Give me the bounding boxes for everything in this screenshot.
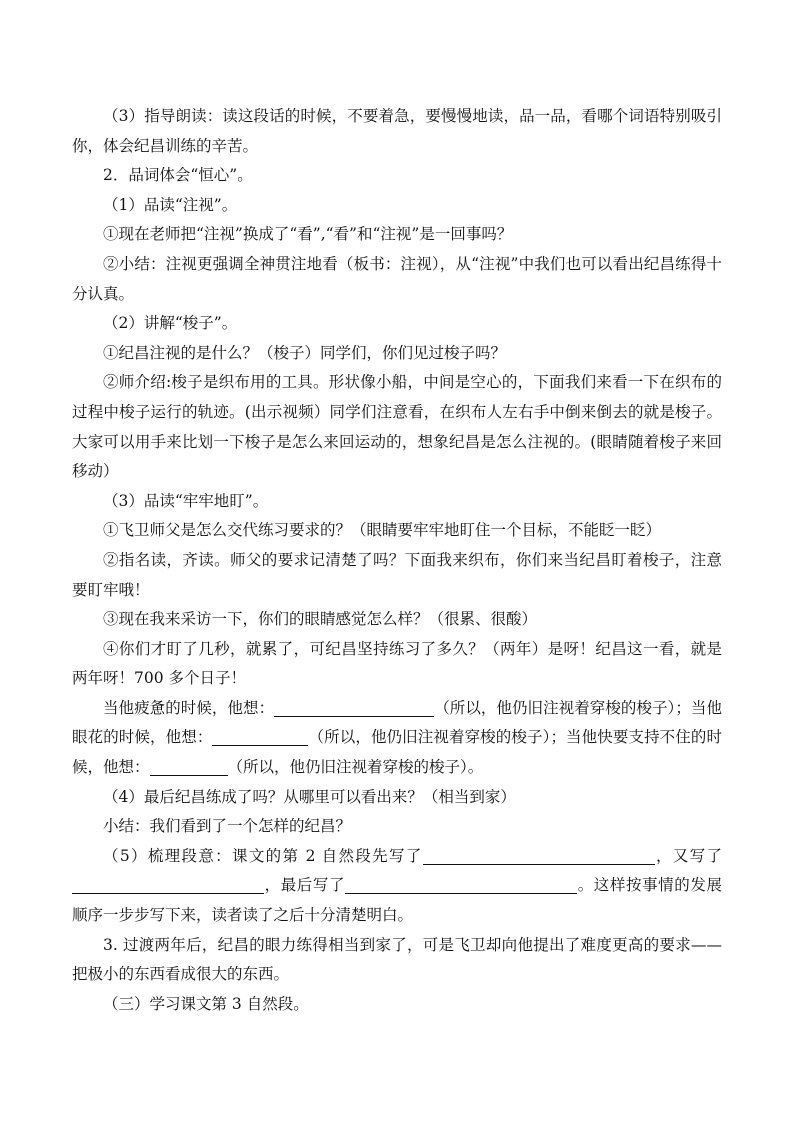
paragraph-item-3: ①纪昌注视的是什么？（梭子）同学们，你们见过梭子吗？ bbox=[103, 343, 507, 362]
text-segment: （所以，他仍旧注视着穿梭的梭子）；当他眼花的时候，他想： bbox=[72, 698, 722, 747]
text-segment: 。这样按事情的发展顺序一步步写下来，读者读了之后十分清楚明白。 bbox=[72, 876, 722, 925]
paragraph-fill-in-summary bbox=[72, 842, 722, 931]
paragraph-section-heading-3: （三）学习课文第 3 自然段。 bbox=[103, 994, 309, 1013]
fill-blank[interactable] bbox=[212, 727, 308, 746]
text-segment: （所以，他仍旧注视着穿梭的梭子）；当他快要支持不住的时候，他想： bbox=[72, 728, 722, 777]
text-segment: 当他疲惫的时候，他想： bbox=[103, 698, 275, 717]
fill-blank[interactable] bbox=[345, 875, 577, 894]
paragraph-item-8: ④你们才盯了几秒，就累了，可纪昌坚持练习了多久？（两年）是呀！纪昌这一看，就是两年呀！700 多个日子！ bbox=[72, 639, 722, 688]
paragraph-fill-in-thoughts bbox=[72, 694, 722, 783]
text-segment: （所以，他仍旧注视着穿梭的梭子）。 bbox=[227, 758, 484, 777]
fill-blank[interactable] bbox=[423, 846, 655, 865]
paragraph-item-4: ②师介绍:梭子是织布用的工具。形状像小船，中间是空心的，下面我们来看一下在织布的过程中梭子运行的轨迹。(出示视频）同学们注意看，在织布人左右手中倒来倒去的就是梭子。大家可以用手来比划一下梭子是怎么来回运动的，想象纪昌是怎么注视的。(眼睛随着梭子来回移动） bbox=[72, 373, 722, 481]
paragraph-subheading-1: （1）品读“注视”。 bbox=[103, 195, 238, 214]
paragraph-item-1: ①现在老师把“注视”换成了“看”,“看”和“注视”是一回事吗？ bbox=[103, 225, 513, 244]
paragraph-item-2: ②小结：注视更强调全神贯注地看（板书：注视），从“注视”中我们也可以看出纪昌练得十分认真。 bbox=[72, 254, 722, 303]
fill-blank[interactable] bbox=[150, 757, 228, 776]
paragraph-reading-guidance: （3）指导朗读：读这段话的时候，不要着急，要慢慢地读，品一品，看哪个词语特别吸引你，体会纪昌训练的辛苦。 bbox=[72, 107, 722, 155]
lesson-plan-text bbox=[72, 102, 722, 1019]
paragraph-item-5: ①飞卫师父是怎么交代练习要求的？（眼睛要牢牢地盯住一个目标，不能眨一眨） bbox=[103, 521, 662, 540]
paragraph-section-2-heading: 2．品词体会“恒心”。 bbox=[103, 166, 253, 185]
paragraph-item-7: ③现在我来采访一下，你们的眼睛感觉怎么样？（很累、很酸） bbox=[103, 610, 538, 629]
text-segment: （5）梳理段意：课文的第 2 自然段先写了 bbox=[103, 846, 423, 865]
paragraph-subheading-2: （2）讲解“梭子”。 bbox=[103, 314, 238, 333]
paragraph-summary: 小结：我们看到了一个怎样的纪昌？ bbox=[103, 817, 352, 836]
paragraph-section-3-transition: 3. 过渡两年后，纪昌的眼力练得相当到家了，可是飞卫却向他提出了难度更高的要求——把极小的东西看成很大的东西。 bbox=[72, 935, 722, 984]
paragraph-subheading-3: （3）品读“牢牢地盯”。 bbox=[103, 491, 269, 510]
fill-blank[interactable] bbox=[274, 698, 434, 717]
fill-blank[interactable] bbox=[72, 875, 264, 894]
paragraph-subheading-4: （4）最后纪昌练成了吗？从哪里可以看出来？（相当到家） bbox=[103, 787, 516, 806]
text-segment: ，又写了 bbox=[654, 846, 722, 865]
paragraph-item-6: ②指名读，齐读。师父的要求记清楚了吗？下面我来织布，你们来当纪昌盯着梭子，注意要盯牢哦！ bbox=[72, 550, 722, 599]
text-segment: ，最后写了 bbox=[264, 876, 346, 895]
